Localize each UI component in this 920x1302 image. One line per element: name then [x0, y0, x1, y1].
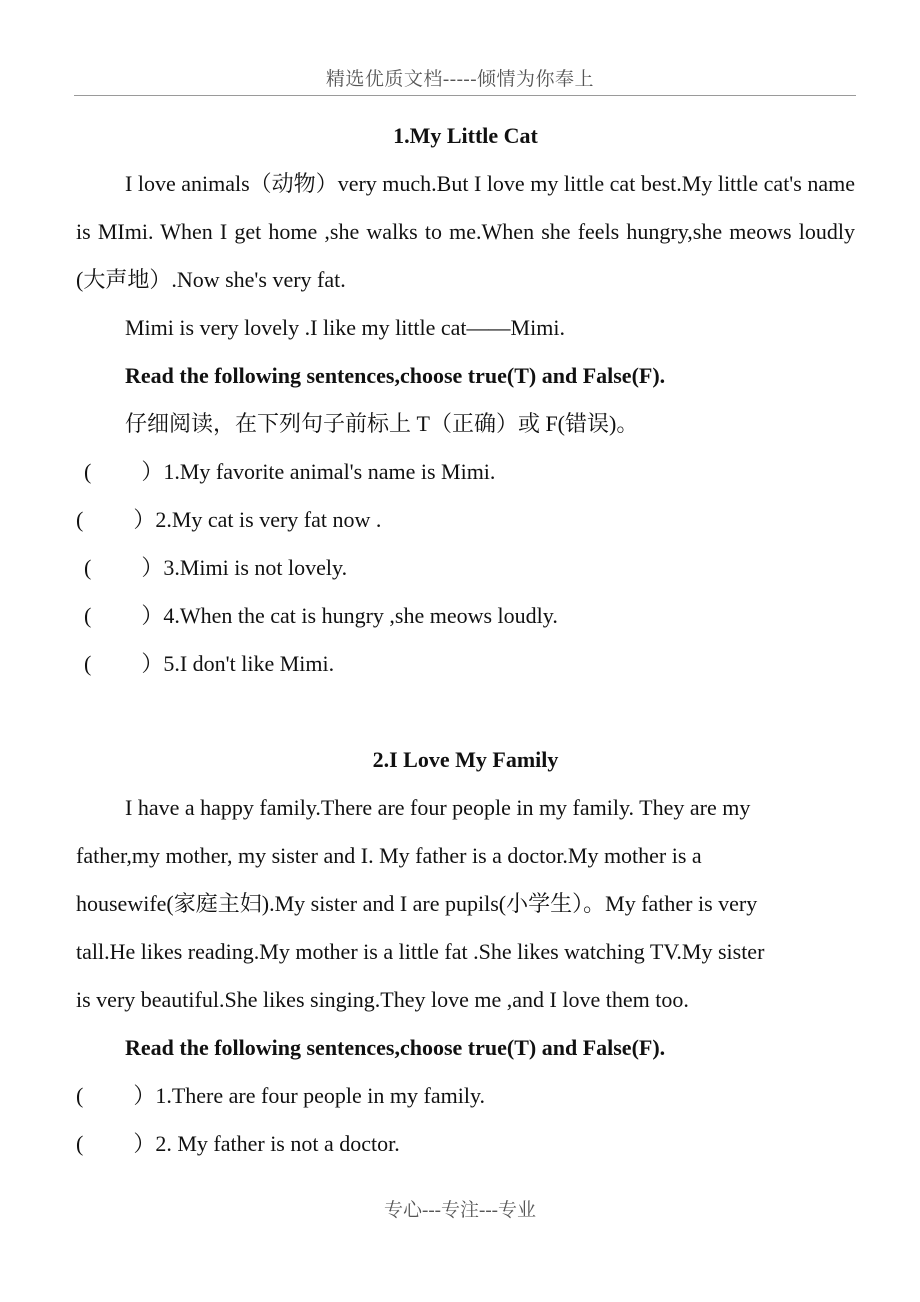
- question-text: 4.When the cat is hungry ,she meows loudly.: [163, 603, 558, 628]
- question-text: 3.Mimi is not lovely.: [163, 555, 348, 580]
- page-header: 精选优质文档-----倾情为你奉上: [325, 69, 595, 90]
- document-body: [76, 112, 855, 1168]
- section1-question-2: [76, 496, 855, 544]
- section1-question-5: [76, 640, 855, 688]
- section2-line-2: father,my mother, my sister and I. My father is a doctor.My mother is a: [76, 843, 702, 868]
- section1-paragraph2: Mimi is very lovely .I like my little cat——Mimi.: [125, 315, 565, 340]
- answer-paren-close: ）: [141, 555, 164, 580]
- section2-line-5: is very beautiful.She likes singing.They love me ,and I love them too.: [76, 987, 689, 1012]
- answer-paren-open: (: [76, 507, 84, 532]
- question-text: 1.My favorite animal's name is Mimi.: [163, 459, 496, 484]
- section-spacer: [76, 688, 855, 736]
- answer-paren-open: (: [84, 603, 92, 628]
- answer-paren-open: (: [84, 651, 92, 676]
- question-text: 5.I don't like Mimi.: [163, 651, 335, 676]
- answer-paren-close: ）: [141, 603, 164, 628]
- answer-paren-close: ）: [141, 651, 164, 676]
- answer-paren-open: (: [84, 459, 92, 484]
- section2-line-4: tall.He likes reading.My mother is a little fat .She likes watching TV.My sister: [76, 939, 765, 964]
- answer-paren-open: (: [84, 555, 92, 580]
- answer-paren-close: ）: [133, 1083, 156, 1108]
- section2-line-3: housewife(家庭主妇).My sister and I are pupils(小学生）。My father is very: [76, 891, 758, 916]
- section1-question-4: [76, 592, 855, 640]
- answer-paren-close: ）: [141, 459, 164, 484]
- section2-instruction-en: Read the following sentences,choose true(T) and False(F).: [125, 1035, 666, 1060]
- section1-paragraph1: I love animals（动物）very much.But I love my little cat best.My little cat's name is MImi. When I get home ,she walks to me.When she feels hungry,she meows loudly (大声地）.Now she's very fat.: [76, 171, 855, 292]
- answer-paren-open: (: [76, 1131, 84, 1156]
- question-text: 2.My cat is very fat now .: [155, 507, 382, 532]
- section2-title: 2.I Love My Family: [372, 747, 559, 772]
- section2-question-1: [76, 1072, 855, 1120]
- question-text: 1.There are four people in my family.: [155, 1083, 486, 1108]
- section1-title: 1.My Little Cat: [393, 123, 538, 148]
- section2-line-1: I have a happy family.There are four people in my family. They are my: [125, 795, 751, 820]
- section1-instruction-en: Read the following sentences,choose true(T) and False(F).: [125, 363, 666, 388]
- section1-instruction-zh: 仔细阅读，在下列句子前标上 T（正确）或 F(错误)。: [125, 411, 639, 436]
- header-divider: [74, 95, 856, 96]
- answer-paren-close: ）: [133, 1131, 156, 1156]
- question-text: 2. My father is not a doctor.: [155, 1131, 400, 1156]
- section1-question-1: [76, 448, 855, 496]
- section1-question-3: [76, 544, 855, 592]
- section2-question-2: [76, 1120, 855, 1168]
- answer-paren-open: (: [76, 1083, 84, 1108]
- page-footer: 专心---专注---专业: [384, 1200, 536, 1221]
- answer-paren-close: ）: [133, 507, 156, 532]
